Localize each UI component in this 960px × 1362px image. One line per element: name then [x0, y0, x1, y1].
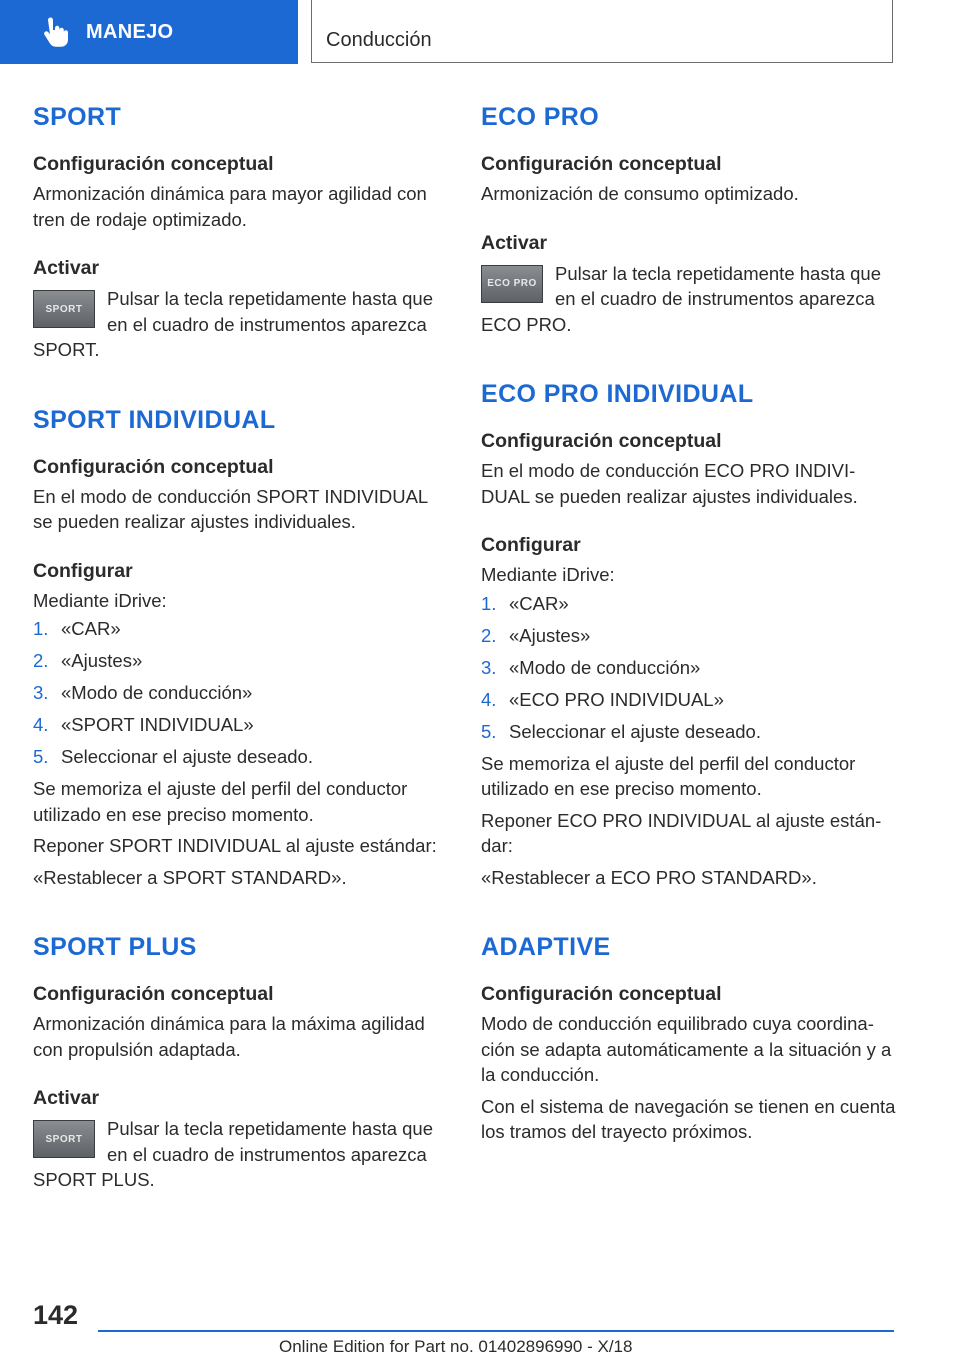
sport-plus-concept-text: Armonización dinámica para la máxima agilidad con propulsión adaptada.: [33, 1013, 425, 1060]
sport-individual-via: Mediante iDrive:: [33, 589, 167, 611]
sport-concept-text: Armonización dinámica para mayor agilidad con tren de rodaje optimizado.: [33, 183, 427, 230]
eco-pro-individual-concept-text: En el modo de conducción ECO PRO INDIVIDUAL se pueden realizar ajustes individuales.: [481, 460, 858, 507]
step-text: «CAR»: [509, 592, 569, 614]
sport-individual-concept-label: Configuración conceptual: [33, 455, 274, 478]
sport-individual-reset-item: «Restablecer a SPORT STANDARD».: [33, 866, 347, 888]
sport-activate-label: Activar: [33, 257, 100, 279]
step-number: 3.: [481, 656, 497, 678]
chapter-title: Conducción: [326, 29, 432, 51]
list-item: [33, 677, 448, 709]
page-number: 142: [33, 1300, 79, 1330]
eco-pro-individual-reset: Reponer ECO PRO INDIVIDUAL al ajuste estándar:: [481, 809, 882, 856]
eco-pro-activate-label: Activar: [481, 231, 548, 254]
eco-pro-key-label: ECO PRO: [487, 278, 537, 289]
eco-pro-heading: ECO PRO: [481, 103, 600, 131]
step-number: 4.: [33, 714, 49, 735]
eco-pro-individual-steps: [481, 588, 896, 748]
step-number: 1.: [481, 592, 497, 614]
list-item: [33, 645, 448, 677]
step-text: «Modo de conducción»: [509, 656, 701, 678]
sport-individual-concept-text: En el modo de conducción SPORT INDIVIDUAL se pueden realizar ajustes individuales.: [33, 485, 428, 532]
step-text: «SPORT INDIVIDUAL»: [61, 714, 254, 735]
eco-pro-key-button-image: [481, 265, 543, 303]
sport-individual-reset: Reponer SPORT INDIVIDUAL al ajuste estándar:: [33, 835, 437, 856]
edition-note: Online Edition for Part no. 01402896990 - X/18: [279, 1337, 633, 1356]
sport-plus-heading: SPORT PLUS: [33, 933, 197, 961]
sport-individual-steps: [33, 613, 448, 773]
sport-plus-concept-label: Configuración conceptual: [33, 983, 274, 1005]
sport-plus-activate-label: Activar: [33, 1087, 100, 1109]
section-tab: [0, 0, 298, 64]
hand-pointer-icon: [40, 17, 68, 47]
eco-pro-individual-configure-label: Configurar: [481, 534, 581, 556]
chapter-title-box: [311, 0, 893, 63]
step-number: 4.: [481, 688, 497, 710]
list-item: [481, 588, 896, 620]
list-item: [481, 716, 896, 748]
eco-pro-individual-heading: ECO PRO INDIVIDUAL: [481, 380, 754, 408]
step-number: 2.: [481, 624, 497, 646]
footer-divider: [98, 1330, 894, 1332]
list-item: [481, 684, 896, 716]
sport-plus-key-button-image: [33, 1120, 95, 1158]
sport-individual-heading: SPORT INDIVIDUAL: [33, 405, 276, 434]
list-item: [33, 709, 448, 741]
sport-individual-configure-label: Configurar: [33, 559, 133, 582]
eco-pro-concept-text: Armonización de consumo optimizado.: [481, 183, 799, 204]
step-text: «Modo de conducción»: [61, 682, 253, 703]
adaptive-concept-text: Modo de conducción equilibrado cuya coordinación se adapta automáticamente a la situación y a la conducción.: [481, 1013, 892, 1085]
page-header: [0, 0, 960, 66]
step-number: 2.: [33, 650, 49, 671]
step-text: «Ajustes»: [61, 650, 143, 671]
list-item: [33, 741, 448, 773]
step-text: Seleccionar el ajuste deseado.: [509, 720, 761, 742]
step-number: 5.: [33, 746, 49, 767]
step-number: 3.: [33, 682, 49, 703]
step-text: «CAR»: [61, 618, 121, 639]
right-column: [481, 100, 896, 1145]
eco-pro-activate-text: Pulsar la tecla repetidamente hasta que en el cuadro de instrumentos aparezca ECO PRO.: [481, 262, 882, 335]
eco-pro-individual-memo: Se memoriza el ajuste del perfil del conductor utilizado en ese preciso momento.: [481, 752, 856, 799]
list-item: [481, 620, 896, 652]
sport-plus-key-label: SPORT: [45, 1133, 83, 1145]
step-text: «ECO PRO INDIVIDUAL»: [509, 688, 724, 710]
section-label: MANEJO: [86, 20, 174, 43]
eco-pro-individual-reset-item: «Restablecer a ECO PRO STANDARD».: [481, 866, 817, 888]
step-number: 5.: [481, 720, 497, 742]
sport-key-label: SPORT: [45, 303, 83, 315]
sport-individual-memo: Se memoriza el ajuste del perfil del conductor utilizado en ese preciso momento.: [33, 778, 408, 825]
adaptive-concept-label: Configuración conceptual: [481, 983, 722, 1005]
sport-plus-activate-text: Pulsar la tecla repetidamente hasta que en el cuadro de instrumentos aparezca SPORT PLUS.: [33, 1118, 434, 1190]
step-text: «Ajustes»: [509, 624, 591, 646]
eco-pro-activate-block: [481, 261, 896, 338]
sport-plus-activate-block: [33, 1116, 448, 1193]
eco-pro-individual-via: Mediante iDrive:: [481, 564, 615, 585]
eco-pro-concept-label: Configuración conceptual: [481, 153, 722, 175]
sport-key-button-image: [33, 290, 95, 328]
adaptive-heading: ADAPTIVE: [481, 933, 611, 961]
adaptive-nav-text: Con el sistema de navegación se tienen en cuenta los tramos del trayecto próximos.: [481, 1095, 896, 1142]
eco-pro-individual-concept-label: Configuración conceptual: [481, 430, 722, 452]
step-text: Seleccionar el ajuste deseado.: [61, 746, 313, 767]
left-column: [33, 100, 448, 1193]
sport-concept-label: Configuración conceptual: [33, 153, 274, 175]
sport-activate-text: Pulsar la tecla repetidamente hasta que en el cuadro de instrumentos aparezca SPORT.: [33, 288, 434, 360]
sport-activate-block: [33, 286, 448, 363]
list-item: [481, 652, 896, 684]
step-number: 1.: [33, 618, 49, 639]
list-item: [33, 613, 448, 645]
sport-heading: SPORT: [33, 103, 122, 131]
